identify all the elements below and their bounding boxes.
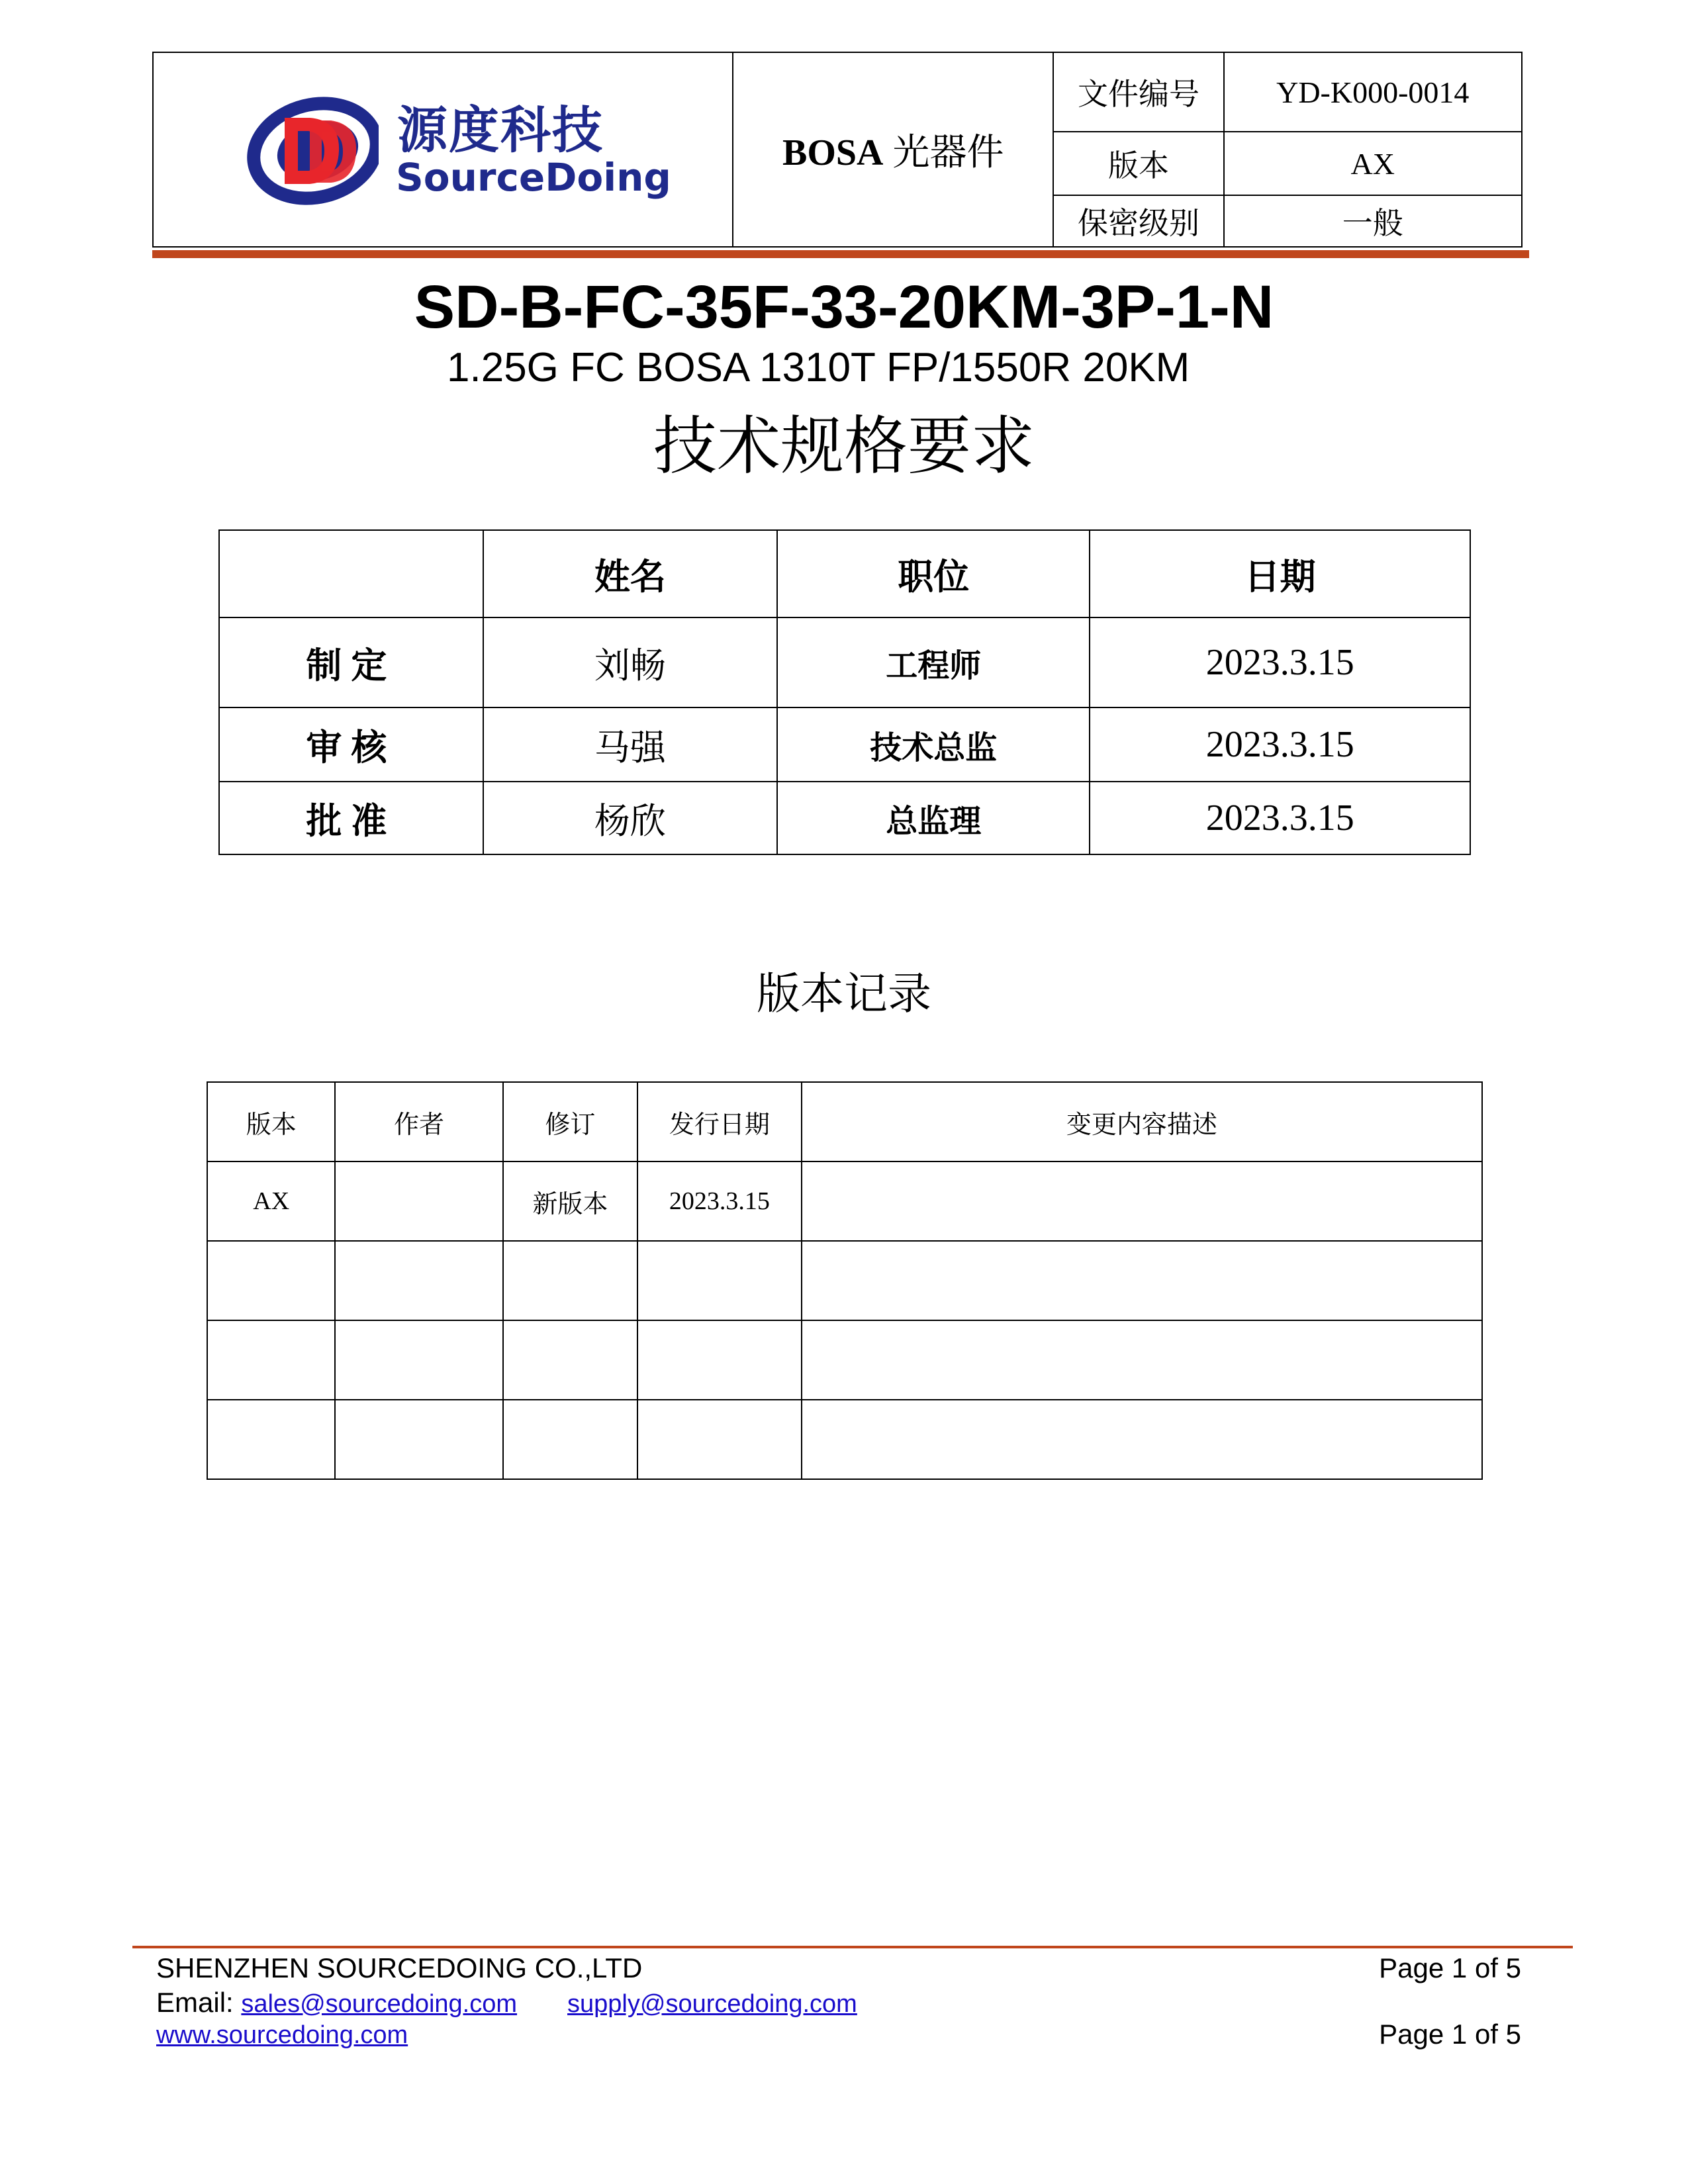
approval-date: 2023.3.15 — [1090, 707, 1470, 782]
revision-version — [207, 1320, 335, 1400]
revision-header-row — [207, 1082, 1482, 1161]
approval-row — [219, 617, 1470, 707]
footer-email-sales-link[interactable]: sales@sourcedoing.com — [241, 1990, 518, 2018]
revision-note — [503, 1400, 637, 1479]
product-type — [733, 52, 1053, 247]
approval-header-position: 职位 — [777, 530, 1090, 617]
footer-page-bottom: Page 1 of 5 — [1379, 2019, 1521, 2050]
revision-author — [335, 1320, 502, 1400]
revision-version: AX — [207, 1161, 335, 1241]
product-type-en: BOSA — [782, 132, 884, 173]
logo-cell — [153, 52, 733, 247]
logo-text-cn: 源度科技 — [397, 101, 604, 159]
approval-name: 杨欣 — [483, 782, 777, 854]
company-logo — [246, 90, 671, 216]
revision-description — [802, 1320, 1482, 1400]
revision-date — [637, 1400, 802, 1479]
revision-header-release-date: 发行日期 — [637, 1082, 802, 1161]
revision-author — [335, 1241, 502, 1320]
confidentiality-value: 一般 — [1224, 195, 1523, 247]
doc-number-label: 文件编号 — [1053, 52, 1223, 132]
revision-header-author: 作者 — [335, 1082, 502, 1161]
revision-note — [503, 1320, 637, 1400]
approval-header-blank — [219, 530, 483, 617]
footer-email-supply-link[interactable]: supply@sourcedoing.com — [567, 1990, 857, 2018]
approval-header-date: 日期 — [1090, 530, 1470, 617]
approval-date: 2023.3.15 — [1090, 617, 1470, 707]
revision-version — [207, 1241, 335, 1320]
approval-header-name: 姓名 — [483, 530, 777, 617]
approval-position: 总监理 — [777, 782, 1090, 854]
approval-table — [218, 529, 1471, 855]
sourcedoing-logo-icon — [246, 94, 379, 206]
approval-row — [219, 782, 1470, 854]
revision-header-description: 变更内容描述 — [802, 1082, 1482, 1161]
revision-author — [335, 1161, 502, 1241]
revision-note — [503, 1241, 637, 1320]
footer-email-line — [156, 1987, 857, 2019]
revision-description — [802, 1161, 1482, 1241]
revision-description — [802, 1241, 1482, 1320]
approval-position: 工程师 — [777, 617, 1090, 707]
revision-table — [207, 1081, 1483, 1480]
revision-row — [207, 1161, 1482, 1241]
version-value: AX — [1224, 132, 1523, 195]
revision-row — [207, 1320, 1482, 1400]
footer-divider — [132, 1946, 1573, 1948]
revision-author — [335, 1400, 502, 1479]
product-type-cn: 光器件 — [883, 132, 1004, 173]
approval-role: 制定 — [219, 617, 483, 707]
approval-position: 技术总监 — [777, 707, 1090, 782]
revision-heading: 版本记录 — [757, 968, 931, 1019]
footer-page-top: Page 1 of 5 — [1379, 1952, 1521, 1983]
revision-header-version: 版本 — [207, 1082, 335, 1161]
revision-date — [637, 1241, 802, 1320]
revision-date: 2023.3.15 — [637, 1161, 802, 1241]
spec-title-cn: 技术规格要求 — [653, 409, 1035, 483]
footer-company: SHENZHEN SOURCEDOING CO.,LTD — [156, 1952, 643, 1983]
product-description: 1.25G FC BOSA 1310T FP/1550R 20KM — [447, 345, 1190, 390]
approval-name: 刘畅 — [483, 617, 777, 707]
approval-row — [219, 707, 1470, 782]
revision-date — [637, 1320, 802, 1400]
approval-date: 2023.3.15 — [1090, 782, 1470, 854]
revision-row — [207, 1400, 1482, 1479]
header-divider — [152, 250, 1529, 258]
revision-header-revision: 修订 — [503, 1082, 637, 1161]
footer-website-link[interactable]: www.sourcedoing.com — [156, 2021, 408, 2049]
footer-email-label: Email: — [156, 1987, 242, 2018]
revision-version — [207, 1400, 335, 1479]
approval-role: 批准 — [219, 782, 483, 854]
approval-name: 马强 — [483, 707, 777, 782]
approval-header-row — [219, 530, 1470, 617]
revision-row — [207, 1241, 1482, 1320]
document-header — [152, 52, 1523, 248]
revision-note: 新版本 — [503, 1161, 637, 1241]
logo-text-en: SourceDoing — [396, 155, 671, 200]
revision-description — [802, 1400, 1482, 1479]
part-number-title: SD-B-FC-35F-33-20KM-3P-1-N — [414, 273, 1274, 341]
confidentiality-label: 保密级别 — [1053, 195, 1223, 247]
version-label: 版本 — [1053, 132, 1223, 195]
doc-number-value: YD-K000-0014 — [1224, 52, 1523, 132]
approval-role: 审核 — [219, 707, 483, 782]
